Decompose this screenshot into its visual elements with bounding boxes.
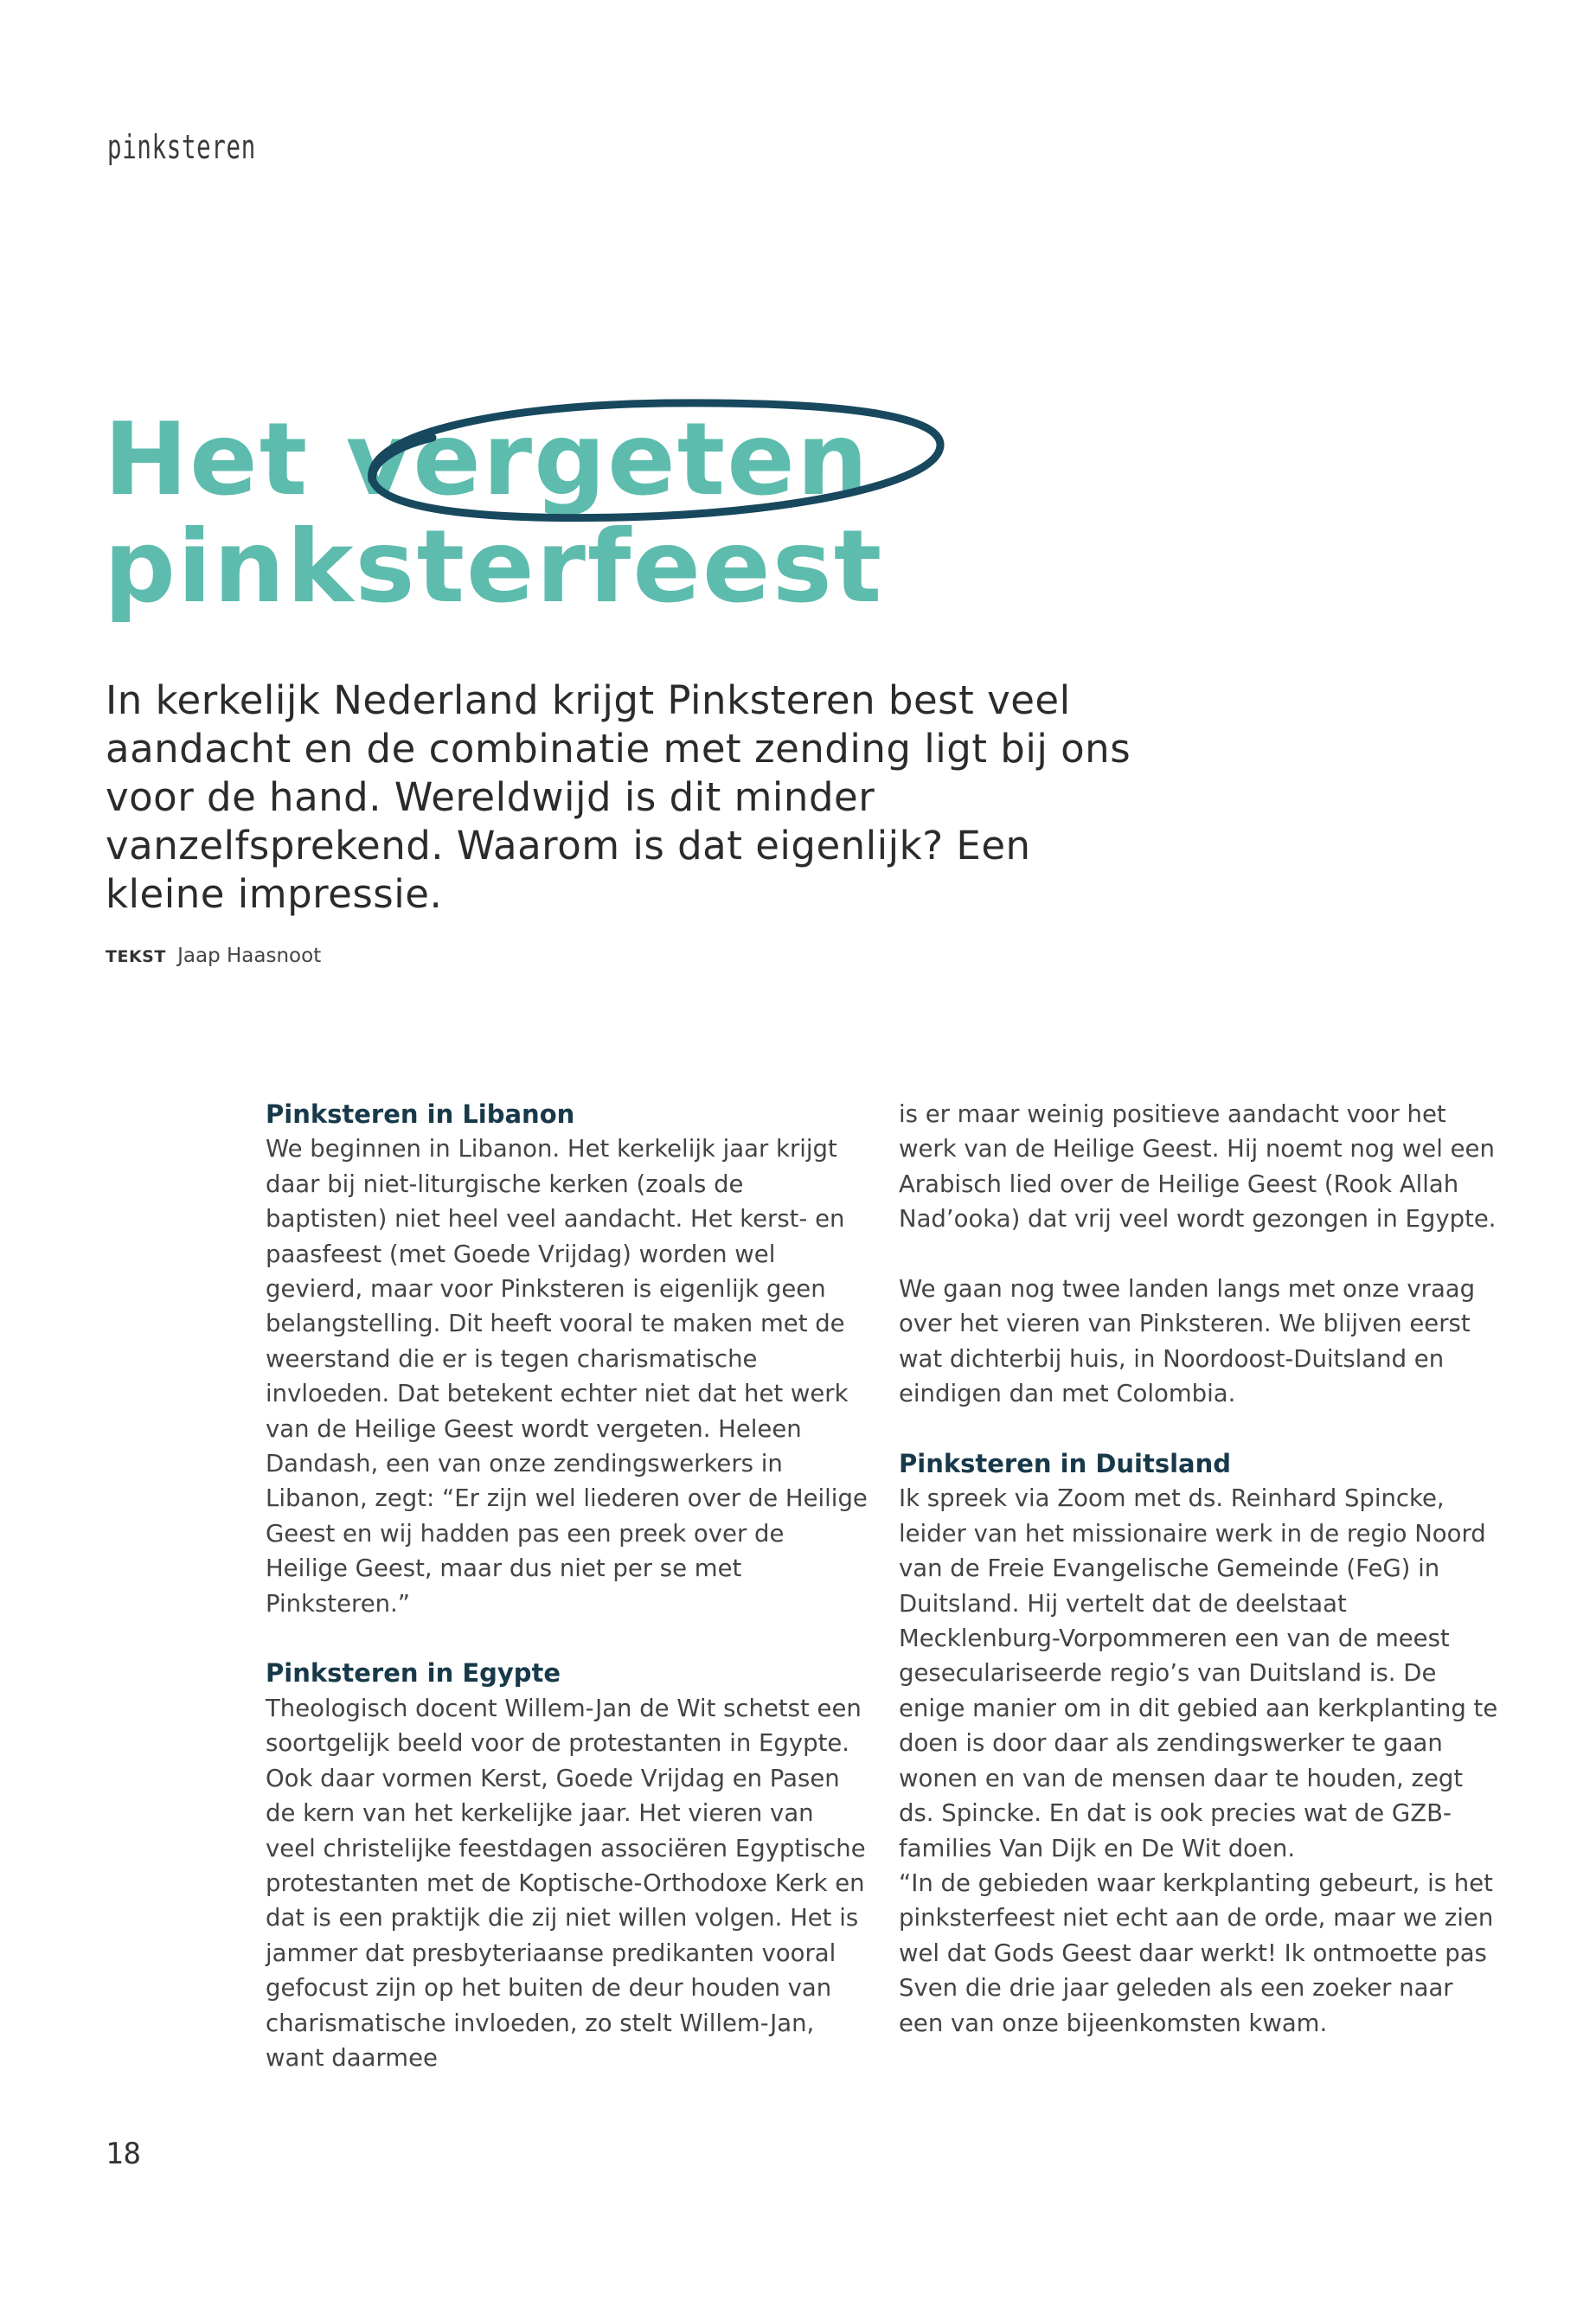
headline-line-2: pinksterfeest <box>104 509 884 625</box>
heading-duitsland: Pinksteren in Duitsland <box>899 1449 1232 1479</box>
byline <box>106 945 321 967</box>
body-egypte: Theologisch docent Willem-Jan de Wit schetst een soortgelijk beeld voor de protestanten in Egypte. Ook daar vormen Kerst, Goede Vrijdag en Pasen de kern van het kerkelijke jaar. Het vieren van veel christelijke feestdagen associëren Egyptische protestanten met de Koptische-Orthodoxe Kerk en dat is een praktijk die zij niet willen volgen. Het is jammer dat presbyteriaanse predikanten vooral gefocust zijn op het buiten de deur houden van charismatische invloeden, zo stelt Willem-Jan, want daarmee <box>266 1694 866 2072</box>
section-label: pinksteren <box>107 128 256 166</box>
body-egypte-continued: is er maar weinig positieve aandacht voor het werk van de Heilige Geest. Hij noemt nog wel een Arabisch lied over de Heilige Geest (Rook Allah Nad’ooka) dat vrij veel wordt gezongen in Egypte. <box>899 1100 1497 1234</box>
intro-paragraph: In kerkelijk Nederland krijgt Pinksteren best veel aandacht en de combinatie met zending ligt bij ons voor de hand. Wereldwijd is dit minder vanzelfsprekend. Waarom is dat eigenlijk? Een kleine impressie. <box>106 677 1131 917</box>
transition-paragraph: We gaan nog twee landen langs met onze vraag over het vieren van Pinksteren. We blijven eerst wat dichterbij huis, in Noordoost-Duitsland en eindigen dan met Colombia. <box>899 1275 1476 1408</box>
headline-line-1: Het vergeten <box>104 401 870 518</box>
heading-egypte: Pinksteren in Egypte <box>266 1658 561 1689</box>
article-column-right <box>899 1097 1504 2041</box>
heading-libanon: Pinksteren in Libanon <box>266 1099 575 1129</box>
body-libanon: We beginnen in Libanon. Het kerkelijk jaar krijgt daar bij niet-liturgische kerken (zoals de baptisten) niet heel veel aandacht. Het kerst- en paasfeest (met Goede Vrijdag) worden wel gevierd, maar voor Pinksteren is eigenlijk geen belangstelling. Dit heeft vooral te maken met de weerstand die er is tegen charismatische invloeden. Dat betekent echter niet dat het werk van de Heilige Geest wordt vergeten. Heleen Dandash, een van onze zendingswerkers in Libanon, zegt: “Er zijn wel liederen over de Heilige Geest en wij hadden pas een preek over de Heilige Geest, maar dus niet per se met Pinksteren.” <box>266 1135 868 1618</box>
byline-author: Jaap Haasnoot <box>177 945 322 967</box>
quote-duitsland: “In de gebieden waar kerkplanting gebeurt, is het pinksterfeest niet echt aan de orde, maar we zien wel dat Gods Geest daar werkt! Ik ontmoette pas Sven die drie jaar geleden als een zoeker naar een van onze bijeenkomsten kwam. <box>899 1868 1494 2037</box>
byline-label: TEKST <box>106 947 166 966</box>
page-number: 18 <box>106 2137 141 2171</box>
headline <box>104 401 884 625</box>
article-column-left <box>266 1097 871 2075</box>
body-duitsland: Ik spreek via Zoom met ds. Reinhard Spincke, leider van het missionaire werk in de regio Noord van de Freie Evangelische Gemeinde (FeG) in Duitsland. Hij vertelt dat de deelstaat Mecklenburg-Vorpommeren een van de meest geseculariseerde regio’s van Duitsland is. De enige manier om in dit gebied aan kerkplanting te doen is door daar als zendingswerker te gaan wonen en van de mensen daar te houden, zegt ds. Spincke. En dat is ook precies wat de GZB-families Van Dijk en De Wit doen. <box>899 1484 1498 1862</box>
